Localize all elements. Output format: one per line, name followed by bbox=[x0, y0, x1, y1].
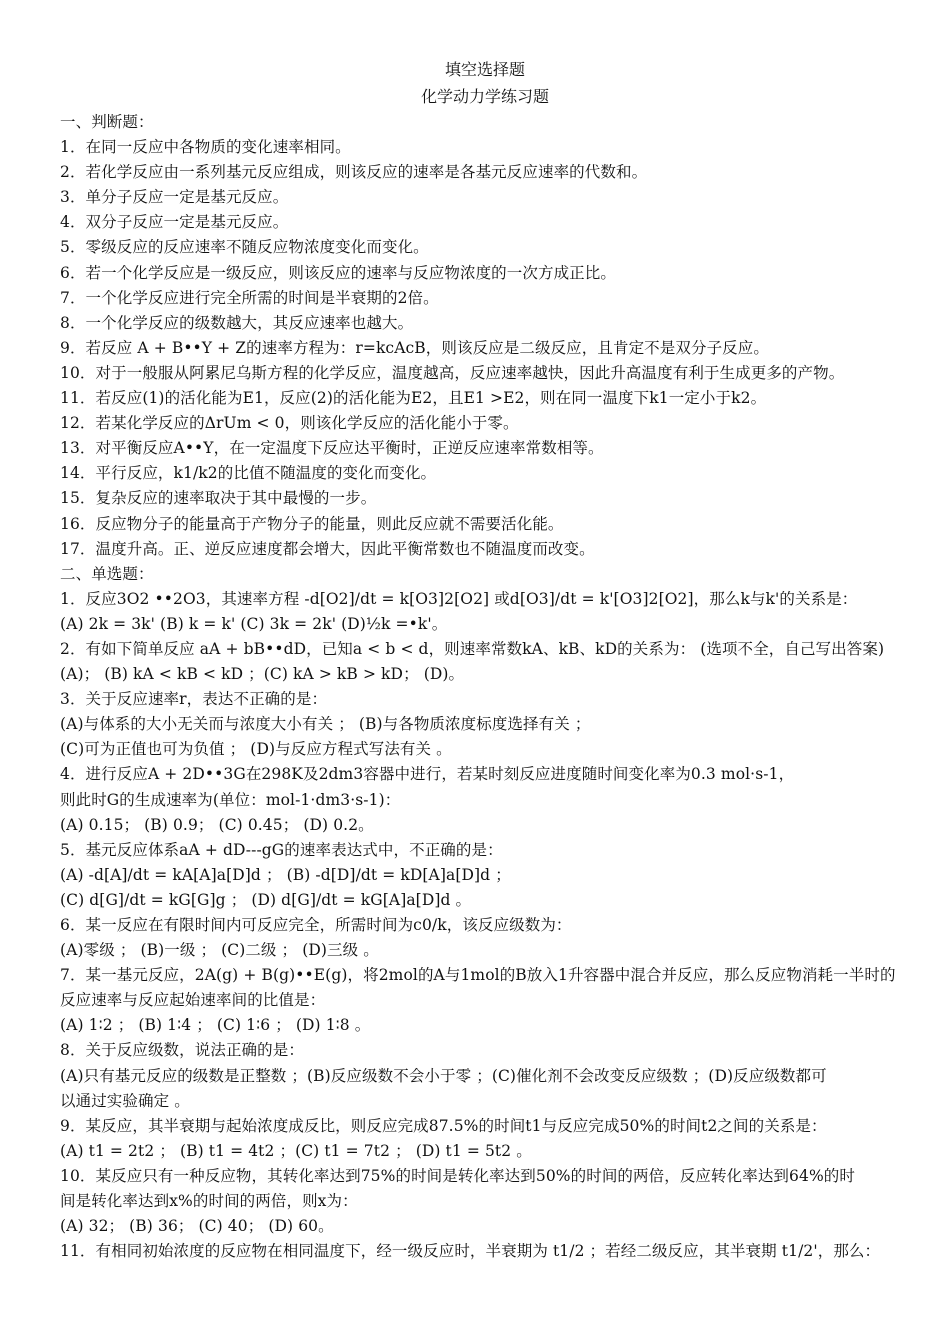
text-line: 间是转化率达到x%的时间的两倍，则x为： bbox=[60, 1192, 358, 1211]
text-line: 以通过实验确定 。 bbox=[60, 1091, 190, 1110]
text-line: 5．基元反应体系aA + dD---gG的速率表达式中，不正确的是： bbox=[60, 840, 503, 859]
text-line: 3．单分子反应一定是基元反应。 bbox=[60, 188, 289, 207]
text-line: (A) -d[A]/dt = kA[A]a[D]d ； (B) -d[D]/dt = kD[A]a[D]d ； bbox=[60, 865, 511, 884]
text-line: (C) d[G]/dt = kG[G]g ； (D) d[G]/dt = kG[A]a[D]d 。 bbox=[60, 890, 472, 909]
text-line: 6．若一个化学反应是一级反应，则该反应的速率与反应物浓度的一次方成正比。 bbox=[60, 263, 616, 282]
text-line: 11．有相同初始浓度的反应物在相同温度下，经一级反应时，半衰期为 t1/2 ；若经二级反应，其半衰期 t1/2'，那么： bbox=[60, 1242, 881, 1261]
text-line: (A) 32； (B) 36； (C) 40； (D) 60。 bbox=[60, 1217, 334, 1236]
text-line: 反应速率与反应起始速率间的比值是： bbox=[60, 991, 326, 1010]
text-line: 8．一个化学反应的级数越大，其反应速率也越大。 bbox=[60, 313, 414, 332]
text-line: 8．关于反应级数，说法正确的是： bbox=[60, 1041, 304, 1060]
text-line: (A)； (B) kA < kB < kD ；(C) kA > kB > kD； (D)。 bbox=[60, 665, 465, 684]
text-line: 9．若反应 A + B••Y + Z的速率方程为：r=kcAcB，则该反应是二级反应，且肯定不是双分子反应。 bbox=[60, 338, 769, 357]
text-line: 10．某反应只有一种反应物，其转化率达到75%的时间是转化率达到50%的时间的两倍，反应转化率达到64%的时 bbox=[60, 1166, 855, 1185]
text-line: 一、判断题： bbox=[60, 113, 154, 131]
text-line: (A)零级 ； (B)一级 ； (C)二级 ； (D)三级 。 bbox=[60, 941, 379, 960]
text-line: 15．复杂反应的速率取决于其中最慢的一步。 bbox=[60, 489, 377, 508]
text-line: 17．温度升高。正、逆反应速度都会增大，因此平衡常数也不随温度而改变。 bbox=[60, 539, 595, 558]
text-line: 4．进行反应A + 2D••3G在298K及2dm3容器中进行，若某时刻反应进度随时间变化率为0.3 mol·s-1， bbox=[60, 765, 795, 784]
text-line: 14．平行反应，k1/k2的比值不随温度的变化而变化。 bbox=[60, 464, 437, 483]
document-body bbox=[60, 110, 910, 1264]
doc-title: 填空选择题 bbox=[444, 60, 525, 79]
text-line: 4．双分子反应一定是基元反应。 bbox=[60, 213, 289, 232]
text-line: 则此时G的生成速率为(单位：mol-1·dm3·s-1)： bbox=[60, 790, 401, 809]
text-line: 二、单选题： bbox=[60, 564, 154, 583]
text-line: 2．有如下简单反应 aA + bB••dD，已知a < b < d，则速率常数kA、kB、kD的关系为： (选项不全，自己写出答案) bbox=[60, 639, 885, 658]
text-line: (A) t1 = 2t2 ； (B) t1 = 4t2 ；(C) t1 = 7t2 ； (D) t1 = 5t2 。 bbox=[60, 1141, 532, 1160]
text-line: 10．对于一般服从阿累尼乌斯方程的化学反应，温度越高，反应速率越快，因此升高温度有利于生成更多的产物。 bbox=[60, 363, 845, 382]
text-line: (C)可为正值也可为负值 ； (D)与反应方程式写法有关 。 bbox=[60, 740, 452, 759]
text-line: 6．某一反应在有限时间内可反应完全，所需时间为c0/k，该反应级数为： bbox=[60, 916, 572, 934]
text-line: (A)与体系的大小无关而与浓度大小有关 ； (B)与各物质浓度标度选择有关 ； bbox=[60, 715, 591, 734]
text-line: (A)只有基元反应的级数是正整数 ；(B)反应级数不会小于零 ；(C)催化剂不会改变反应级数 ；(D)反应级数都可 bbox=[60, 1066, 827, 1085]
text-line: 16．反应物分子的能量高于产物分子的能量，则此反应就不需要活化能。 bbox=[60, 514, 564, 533]
doc-subtitle: 化学动力学练习题 bbox=[420, 87, 549, 106]
text-line: (A) 0.15； (B) 0.9； (C) 0.45； (D) 0.2。 bbox=[60, 815, 374, 834]
text-line: 11．若反应(1)的活化能为E1，反应(2)的活化能为E2，且E1 >E2，则在同一温度下k1一定小于k2。 bbox=[60, 389, 767, 408]
text-line: 7．某一基元反应，2A(g) + B(g)••E(g)，将2mol的A与1mol的B放入1升容器中混合并反应，那么反应物消耗一半时的 bbox=[60, 966, 896, 985]
text-line: (A) 1∶2 ； (B) 1∶4 ； (C) 1∶6 ； (D) 1∶8 。 bbox=[60, 1016, 371, 1035]
text-line: 12．若某化学反应的ΔrUm < 0，则该化学反应的活化能小于零。 bbox=[60, 414, 519, 433]
text-line: 1．反应3O2 ••2O3，其速率方程 -d[O2]/dt = k[O3]2[O2] 或d[O3]/dt = k'[O3]2[O2]，那么k与k'的关系是： bbox=[60, 589, 858, 608]
text-line: 1．在同一反应中各物质的变化速率相同。 bbox=[60, 138, 351, 157]
text-line: (A) 2k = 3k' (B) k = k' (C) 3k = 2k' (D)½k =•k'。 bbox=[60, 614, 448, 633]
text-line: 13．对平衡反应A••Y，在一定温度下反应达平衡时，正逆反应速率常数相等。 bbox=[60, 439, 604, 458]
text-line: 3．关于反应速率r，表达不正确的是： bbox=[60, 690, 328, 709]
text-line: 2．若化学反应由一系列基元反应组成，则该反应的速率是各基元反应速率的代数和。 bbox=[60, 163, 648, 182]
text-line: 9．某反应，其半衰期与起始浓度成反比，则反应完成87.5%的时间t1与反应完成50%的时间t2之间的关系是： bbox=[60, 1116, 827, 1135]
text-line: 5．零级反应的反应速率不随反应物浓度变化而变化。 bbox=[60, 238, 429, 257]
text-line: 7．一个化学反应进行完全所需的时间是半衰期的2倍。 bbox=[60, 288, 439, 307]
